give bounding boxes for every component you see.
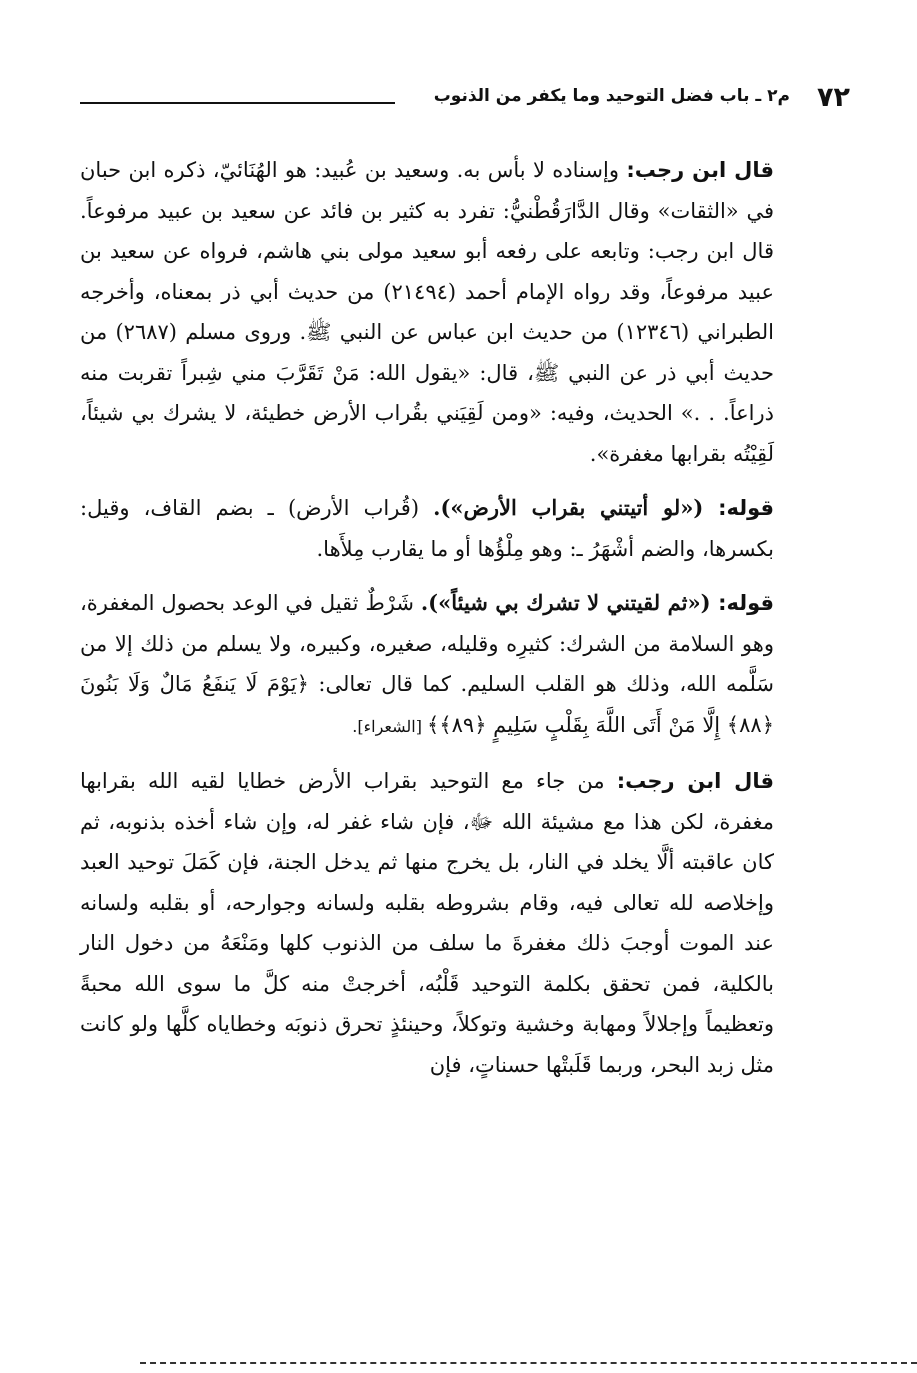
paragraph-text: من جاء مع التوحيد بقراب الأرض خطايا لقيه الله بقرابها مغفرة، لكن هذا مع مشيئة الله ﷻ، فإن شاء غفر له، وإن شاء أخذه بذنوبه، ثم كان عاقبته ألَّا يخلد في النار، بل يخرج منها ثم يدخل الجنة، فإن كَمَلَ توحيد العبد وإخلاصه لله تعالى فيه، وقام بشروطه بقلبه ولسانه وجوارحه، أو بقلبه ولسانه عند الموت أوجبَ ذلك مغفرةَ ما سلف من الذنوب كلها ومَنْعَهُ من دخول النار بالكلية، فمن تحقق بكلمة التوحيد قَلْبُه، أخرجتْ منه كلَّ ما سوى الله محبةً وتعظيماً وإجلالاً ومهابة وخشية وتوكلاً، وحينئذٍ تحرق ذنوبَه وخطاياه كلَّها ولو كانت مثل زبد البحر، وربما قَلَبتْها حسناتٍ، فإن — [80, 769, 774, 1077]
paragraph-1 — [80, 150, 774, 474]
quoted-phrase: («ثم لقيتني لا تشرك بي شيئاً»). — [420, 590, 719, 615]
header-rule — [80, 102, 395, 104]
paragraph-text: وإسناده لا بأس به. وسعيد بن عُبيد: هو الهُنَائيّ، ذكره ابن حبان في «الثقات» وقال الدَّارَقُطْنيُّ: تفرد به كثير بن فائد عن سعيد بن عبيد مرفوعاً. قال ابن رجب: وتابعه على رفعه أبو سعيد مولى بني هاشم، فرواه عن سعيد بن عبيد مرفوعاً، وقد رواه الإمام أحمد (٢١٤٩٤) من حديث أبي ذر بمعناه، وأخرجه الطبراني (١٢٣٤٦) من حديث ابن عباس عن النبي ﷺ. وروى مسلم (٢٦٨٧) من حديث أبي ذر عن النبي ﷺ، قال: «يقول الله: مَنْ تَقَرَّبَ مني شِبراً تقربت منه ذراعاً. . .» الحديث، وفيه: «ومن لَقِيَني بقُراب الأرض خطيئة، لا يشرك بي شيئاً، لَقِيْتُه بقرابها مغفرة». — [80, 158, 774, 466]
quoted-phrase: («لو أتيتني بقراب الأرض»). — [433, 495, 719, 520]
paragraph-4 — [80, 761, 774, 1085]
footer-rule — [140, 1362, 917, 1364]
page-number: ٧٢ — [817, 82, 850, 113]
running-head: م٢ ـ باب فضل التوحيد وما يكفر من الذنوب — [433, 86, 790, 106]
paragraph-text: (قُراب الأرض) ـ بضم القاف، وقيل: بكسرها، والضم أشْهَرُ ـ: وهو مِلْؤُها أو ما يقارب مِلأَها. — [80, 496, 774, 561]
body-text — [80, 150, 774, 1099]
paragraph-3 — [80, 583, 774, 747]
paragraph-lead: قوله: — [718, 496, 774, 520]
paragraph-lead: قال ابن رجب: — [616, 769, 774, 793]
paragraph-lead: قال ابن رجب: — [626, 158, 774, 182]
paragraph-lead: قوله: — [718, 591, 774, 615]
paragraph-2 — [80, 488, 774, 569]
paragraph-text: شَرْطٌ ثقيل في الوعد بحصول المغفرة، وهو السلامة من الشرك: كثيرِه وقليله، صغيره، وكبيره، ولا يسلم من ذلك إلا من سَلَّمه الله، وذلك هو القلب السليم. كما قال تعالى: ﴿يَوْمَ لَا يَنفَعُ مَالٌ وَلَا بَنُونَ ﴿٨٨﴾ إِلَّا مَنْ أَتَى اللَّهَ بِقَلْبٍ سَلِيمٍ ﴿٨٩﴾﴾ — [80, 591, 774, 737]
surah-reference: [الشعراء]. — [352, 716, 428, 736]
page-header — [80, 78, 850, 118]
